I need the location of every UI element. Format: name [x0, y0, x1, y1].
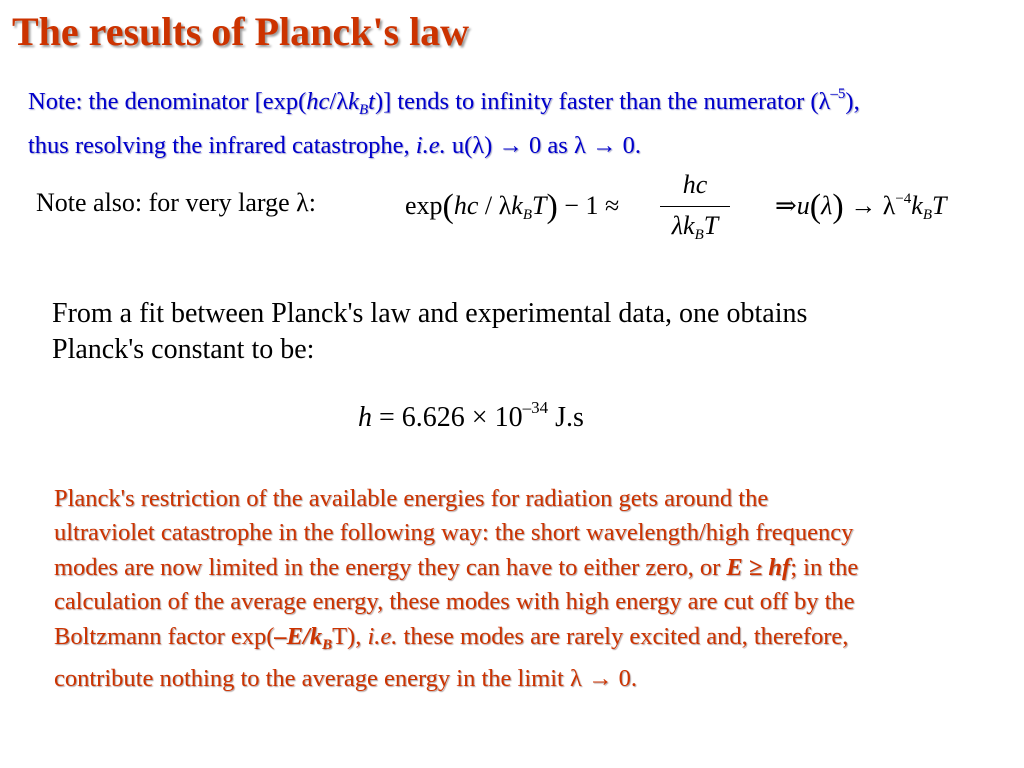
h-value: = 6.626 × 10: [372, 402, 523, 433]
text-run: T),: [332, 622, 368, 650]
text-run: modes are now limited in the energy they can have to either zero, or: [54, 553, 727, 581]
eq-term: exp: [405, 191, 443, 220]
text-run: /λ: [329, 88, 349, 115]
denominator-note-line-2: [28, 128, 1013, 163]
eq-term: hc: [453, 191, 479, 220]
text-run: Note: the denominator [exp(: [28, 88, 307, 115]
text-run: E ≥ hf: [726, 553, 791, 581]
superscript: –5: [830, 86, 846, 102]
restriction-line-4: calculation of the average energy, these modes with high energy are cut off by the: [54, 588, 855, 616]
eq-subscript: B: [522, 207, 532, 223]
denominator-note-line-1: [28, 77, 1013, 128]
eq-term: k: [911, 191, 923, 220]
exp-approximation-equation: [405, 188, 619, 226]
eq-term: / λ: [478, 191, 512, 220]
fraction-denominator: [660, 211, 730, 250]
restriction-paragraph: [54, 482, 1014, 696]
restriction-line-1: Planck's restriction of the available energies for radiation gets around the: [54, 485, 769, 512]
subscript: B: [358, 102, 369, 118]
text-run: i.e.: [415, 132, 446, 159]
eq-subscript: B: [694, 227, 704, 243]
text-run: k: [348, 88, 359, 115]
text-run: i.e.: [367, 622, 398, 650]
eq-term: T: [703, 211, 719, 240]
restriction-line-3: [54, 551, 1014, 585]
text-run: hc: [306, 88, 330, 115]
slide-title: The results of Planck's law: [12, 9, 470, 54]
eq-term: k: [511, 191, 523, 220]
restriction-line-5: [54, 620, 1014, 662]
text-run: Boltzmann factor exp(: [54, 622, 275, 650]
eq-term: T: [531, 191, 547, 220]
eq-paren: ): [546, 188, 558, 225]
approximation-fraction: [660, 170, 730, 250]
text-run: t: [368, 88, 375, 115]
large-lambda-limit-equation: ⇒u(λ) → $\lambda^{-4}k_BT$: [775, 188, 947, 225]
eq-term: k: [683, 211, 695, 240]
large-lambda-note: Note also: for very large λ:: [36, 188, 316, 217]
restriction-line-6: contribute nothing to the average energy in the limit λ → 0.: [54, 665, 637, 693]
eq-term: u: [796, 191, 810, 220]
eq-term: T: [932, 191, 947, 220]
text-run: thus resolving the infrared catastrophe,: [28, 132, 416, 159]
text-run: )] tends to infinity faster than the numerator (λ: [374, 88, 831, 115]
eq-superscript: −4: [895, 191, 912, 207]
fit-line-1: From a fit between Planck's law and experimental data, one obtains: [52, 298, 808, 329]
text-run: u(λ) → 0 as λ → 0.: [445, 132, 641, 159]
eq-term: → λ: [843, 191, 896, 220]
h-symbol: h: [358, 402, 372, 433]
planck-constant-value: [358, 398, 584, 434]
fit-paragraph: [52, 296, 1012, 368]
eq-term: λ: [821, 191, 833, 220]
restriction-line-2: ultraviolet catastrophe in the following way: the short wavelength/high frequency: [54, 519, 854, 547]
fit-line-2: Planck's constant to be:: [52, 334, 315, 365]
eq-paren: (: [442, 188, 454, 225]
subscript: B: [322, 636, 333, 653]
fraction-bar: [660, 206, 730, 207]
implies-symbol: ⇒: [775, 191, 797, 220]
h-exponent: –34: [522, 398, 549, 417]
text-run: –E/k: [274, 622, 323, 650]
text-run: ; in the: [790, 553, 859, 581]
text-run: ),: [845, 88, 860, 115]
eq-subscript: B: [922, 207, 933, 223]
denominator-note: [28, 77, 1013, 163]
eq-term: − 1 ≈: [557, 191, 620, 220]
eq-term: λ: [671, 211, 684, 240]
text-run: these modes are rarely excited and, therefore,: [397, 622, 849, 650]
fraction-numerator: hc: [682, 170, 708, 199]
h-unit: J.s: [548, 402, 584, 433]
